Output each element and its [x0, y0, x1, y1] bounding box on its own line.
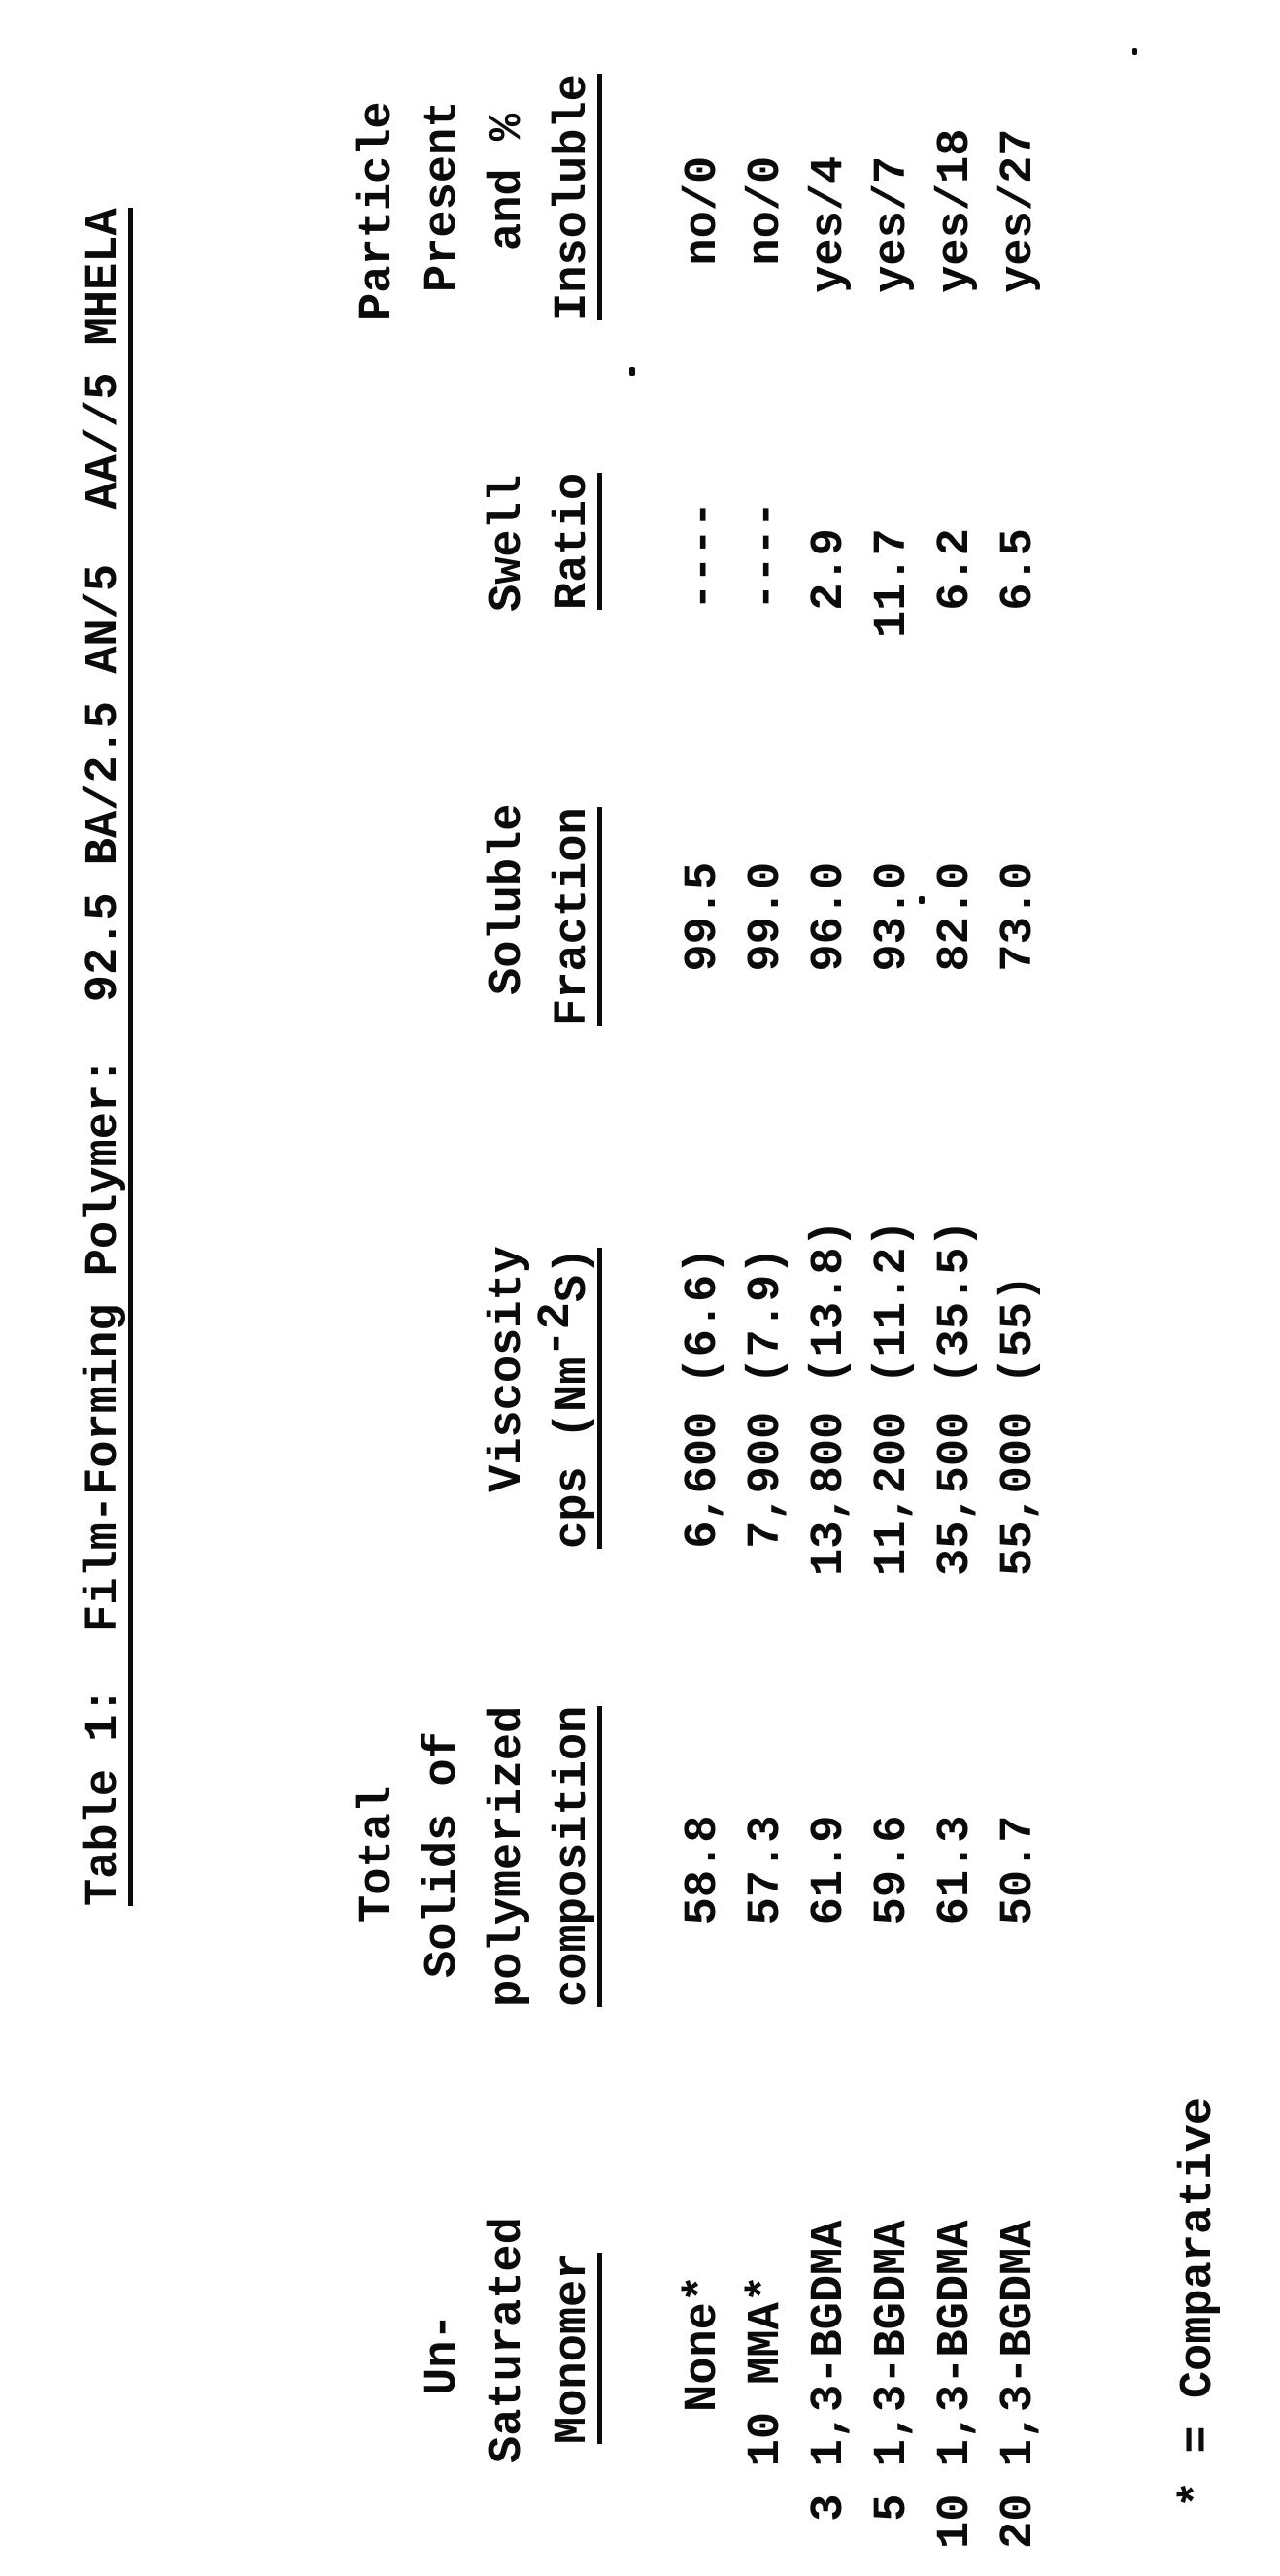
table-title-text: Table 1: Film-Forming Polymer: 92.5 BA/2.5 AN/5 AA//5 MHELA	[84, 208, 133, 1906]
scan-speck-2	[919, 896, 925, 904]
header-solids-line4: composition	[554, 1706, 602, 2007]
header-soluble-line1: Soluble	[483, 803, 534, 995]
header-viscosity-line1: Viscosity	[483, 1246, 534, 1492]
header-particle-line2: Present	[418, 100, 469, 292]
header-particle-line3: and %	[483, 113, 534, 251]
header-particle-line1: Particle	[353, 101, 404, 320]
page-title	[79, 208, 133, 1906]
header-swell-line1: Swell	[483, 474, 534, 612]
header-monomer-line1: Un-	[418, 2313, 469, 2395]
header-monomer-line3: Monomer	[554, 2253, 602, 2444]
scan-speck-1	[629, 367, 635, 376]
column-total-solids-values: 58.8 57.3 61.9 59.6 61.3 50.7	[678, 1815, 1045, 1925]
column-swell-values: ---- ---- 2.9 11.7 6.2 6.5	[678, 500, 1045, 638]
footnote: * = Comparative	[1173, 2096, 1225, 2508]
header-solids-line3: polymerized	[483, 1705, 534, 2007]
scan-speck-3	[1132, 48, 1137, 55]
header-soluble-line2: Fraction	[554, 807, 602, 1026]
header-solids-line1: Total	[353, 1785, 404, 1923]
header-swell-line2: Ratio	[554, 473, 602, 610]
superscript-minus-2: -2	[531, 1302, 583, 1357]
header-viscosity-line2	[531, 1247, 602, 1549]
column-viscosity-values: 6,600 (6.6) 7,900 (7.9) 13,800 (13.8) 11,200 (11.2) 35,500 (35.5) 55,000 (55)	[678, 1220, 1045, 1576]
header-solids-line2: Solids of	[418, 1731, 469, 1978]
column-monomer-values: None* 10 MMA* 3 1,3-BGDMA 5 1,3-BGDMA 10 1,3-BGDMA 20 1,3-BGDMA	[678, 2220, 1045, 2549]
column-particle-values: no/0 no/0 yes/4 yes/7 yes/18 yes/27	[678, 128, 1045, 293]
viscosity-unit-label: cps (Nm-2S)	[554, 1248, 602, 1549]
header-monomer-line2: Saturated	[483, 2217, 534, 2463]
column-soluble-values: 99.5 99.0 96.0 93.0 82.0 73.0	[678, 861, 1045, 972]
header-particle-line4: Insoluble	[554, 74, 602, 320]
